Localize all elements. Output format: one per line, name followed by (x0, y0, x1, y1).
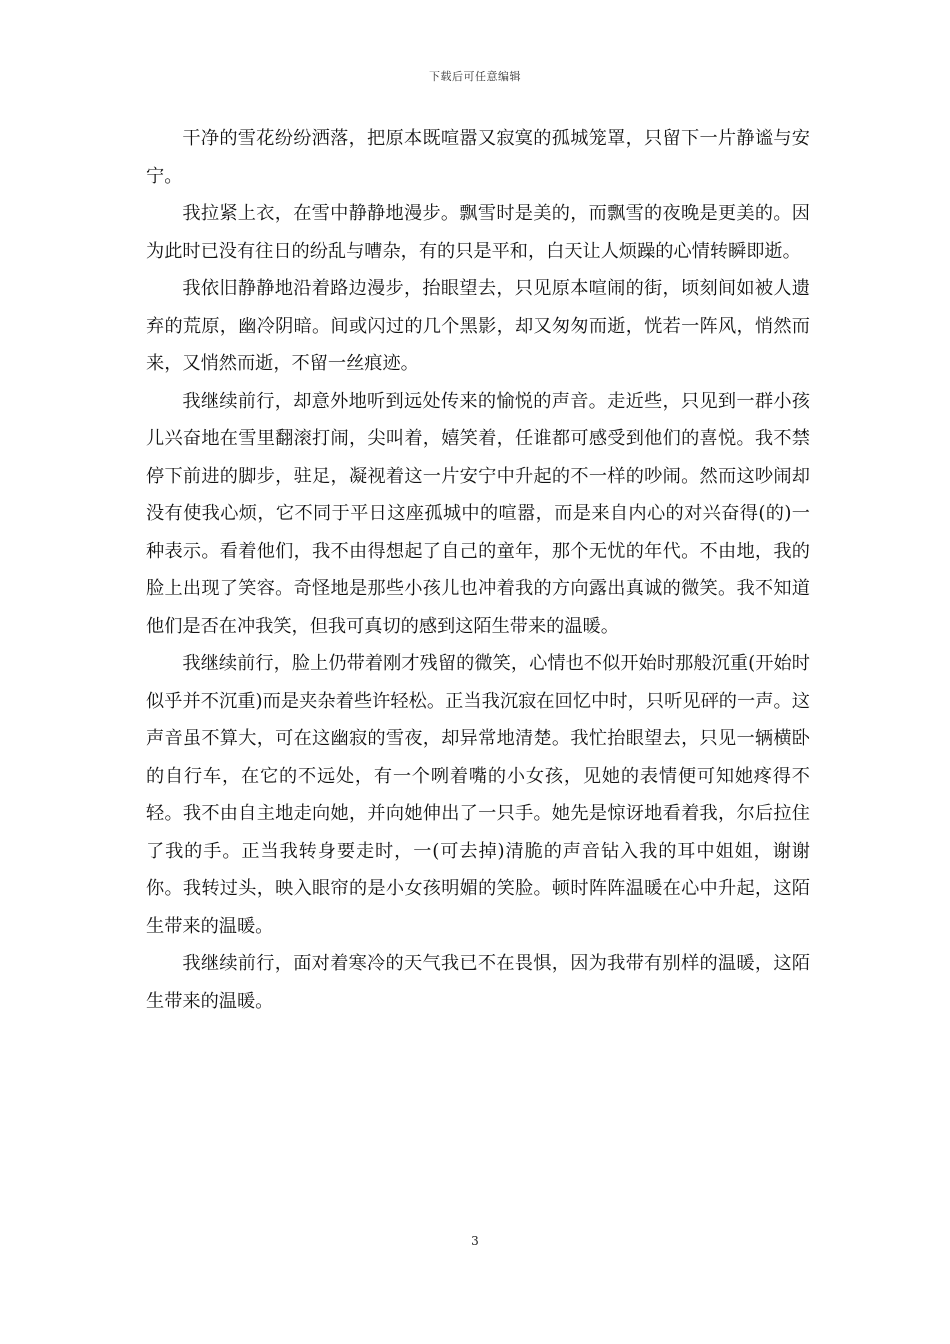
page-number: 3 (471, 1234, 479, 1248)
paragraph-4: 我继续前行，却意外地听到远处传来的愉悦的声音。走近些，只见到一群小孩儿兴奋地在雪里翻滚打闹，尖叫着，嬉笑着，任谁都可感受到他们的喜悦。我不禁停下前进的脚步，驻足，凝视着这一片安宁中升起的不一样的吵闹。然而这吵闹却没有使我心烦，它不同于平日这座孤城中的喧嚣，而是来自内心的对兴奋得(的)一种表示。看着他们，我不由得想起了自己的童年，那个无忧的年代。不由地，我的脸上出现了笑容。奇怪地是那些小孩儿也冲着我的方向露出真诚的微笑。我不知道他们是否在冲我笑，但我可真切的感到这陌生带来的温暖。 (146, 390, 810, 637)
paragraph-2: 我拉紧上衣，在雪中静静地漫步。飘雪时是美的，而飘雪的夜晚是更美的。因为此时已没有往日的纷乱与嘈杂，有的只是平和，白天让人烦躁的心情转瞬即逝。 (146, 203, 810, 262)
paragraph-3: 我依旧静静地沿着路边漫步，抬眼望去，只见原本喧闹的街，顷刻间如被人遗弃的荒原，幽冷阴暗。间或闪过的几个黑影，却又匆匆而逝，恍若一阵风，悄然而来，又悄然而逝，不留一丝痕迹。 (146, 278, 810, 374)
article-body (146, 120, 810, 1020)
paragraph-6: 我继续前行，面对着寒冷的天气我已不在畏惧，因为我带有别样的温暖，这陌生带来的温暖。 (146, 953, 810, 1012)
paragraph-1: 干净的雪花纷纷洒落，把原本既喧嚣又寂寞的孤城笼罩，只留下一片静谧与安宁。 (146, 128, 810, 187)
page-header: 下载后可任意编辑 (429, 70, 521, 83)
paragraph-5: 我继续前行，脸上仍带着刚才残留的微笑，心情也不似开始时那般沉重(开始时似乎并不沉重)而是夹杂着些许轻松。正当我沉寂在回忆中时，只听见砰的一声。这声音虽不算大，可在这幽寂的雪夜，却异常地清楚。我忙抬眼望去，只见一辆横卧的自行车，在它的不远处，有一个咧着嘴的小女孩，见她的表情便可知她疼得不轻。我不由自主地走向她，并向她伸出了一只手。她先是惊讶地看着我，尔后拉住了我的手。正当我转身要走时，一(可去掉)清脆的声音钻入我的耳中姐姐，谢谢你。我转过头，映入眼帘的是小女孩明媚的笑脸。顿时阵阵温暖在心中升起，这陌生带来的温暖。 (146, 653, 810, 937)
